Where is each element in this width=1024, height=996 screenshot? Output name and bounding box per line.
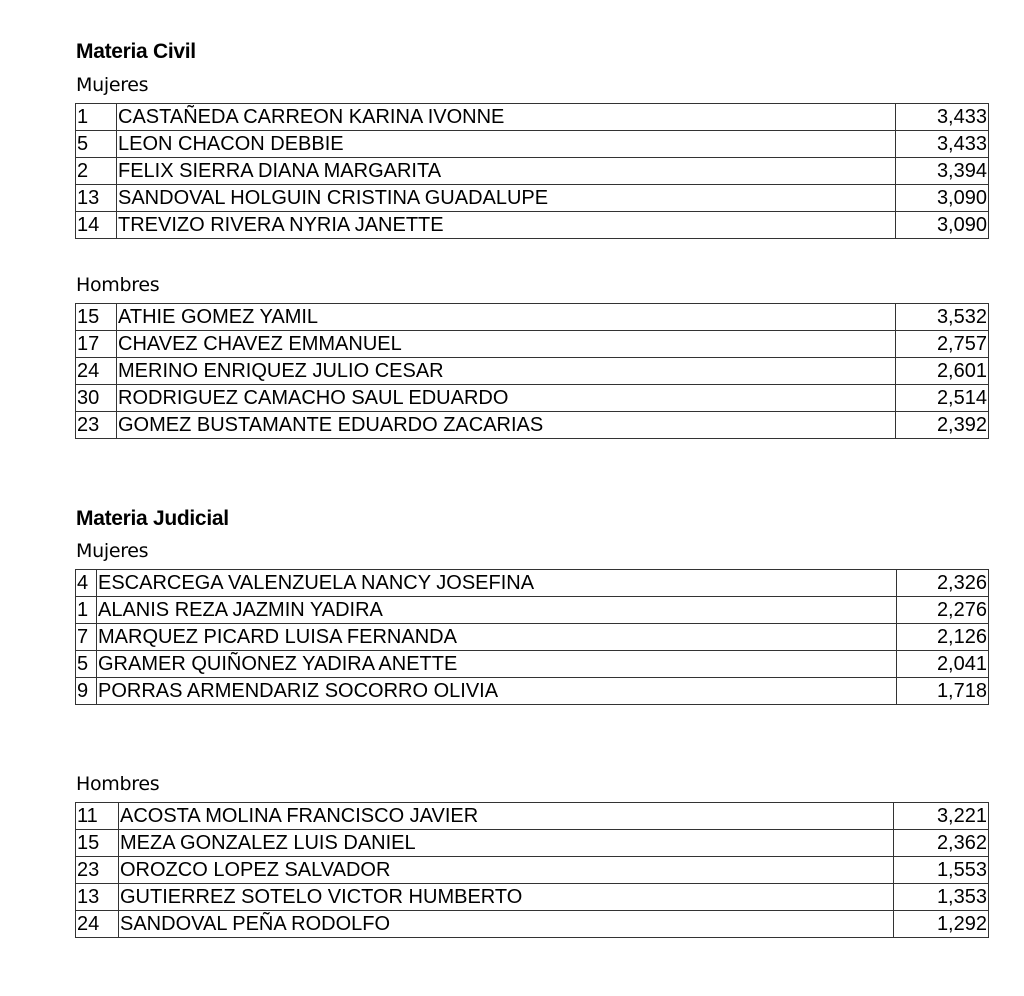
table-judicial-hombres bbox=[75, 802, 989, 938]
table-civil-mujeres bbox=[75, 103, 989, 239]
name-cell: TREVIZO RIVERA NYRIA JANETTE bbox=[117, 212, 896, 239]
group-label-judicial-mujeres: Mujeres bbox=[76, 540, 149, 562]
rank-cell: 1 bbox=[76, 104, 117, 131]
table-judicial-mujeres bbox=[75, 569, 989, 705]
rank-cell: 5 bbox=[76, 651, 97, 678]
rank-cell: 15 bbox=[76, 304, 117, 331]
rank-cell: 4 bbox=[76, 570, 97, 597]
name-cell: OROZCO LOPEZ SALVADOR bbox=[119, 857, 894, 884]
group-label-civil-mujeres: Mujeres bbox=[76, 74, 149, 96]
table-row bbox=[76, 597, 989, 624]
value-cell: 1,292 bbox=[894, 911, 989, 938]
table-row bbox=[76, 412, 989, 439]
name-cell: CHAVEZ CHAVEZ EMMANUEL bbox=[117, 331, 896, 358]
name-cell: CASTAÑEDA CARREON KARINA IVONNE bbox=[117, 104, 896, 131]
table-civil-hombres bbox=[75, 303, 989, 439]
name-cell: GUTIERREZ SOTELO VICTOR HUMBERTO bbox=[119, 884, 894, 911]
value-cell: 1,718 bbox=[897, 678, 989, 705]
name-cell: MERINO ENRIQUEZ JULIO CESAR bbox=[117, 358, 896, 385]
value-cell: 3,433 bbox=[896, 104, 989, 131]
rank-cell: 14 bbox=[76, 212, 117, 239]
name-cell: SANDOVAL HOLGUIN CRISTINA GUADALUPE bbox=[117, 185, 896, 212]
name-cell: GRAMER QUIÑONEZ YADIRA ANETTE bbox=[97, 651, 897, 678]
table-row bbox=[76, 385, 989, 412]
name-cell: ACOSTA MOLINA FRANCISCO JAVIER bbox=[119, 803, 894, 830]
rank-cell: 13 bbox=[76, 185, 117, 212]
group-label-civil-hombres: Hombres bbox=[76, 274, 160, 296]
value-cell: 2,601 bbox=[896, 358, 989, 385]
value-cell: 2,041 bbox=[897, 651, 989, 678]
section-title-judicial: Materia Judicial bbox=[76, 507, 229, 530]
value-cell: 1,553 bbox=[894, 857, 989, 884]
rank-cell: 5 bbox=[76, 131, 117, 158]
table-row bbox=[76, 212, 989, 239]
value-cell: 2,514 bbox=[896, 385, 989, 412]
table-row bbox=[76, 358, 989, 385]
value-cell: 3,532 bbox=[896, 304, 989, 331]
name-cell: MARQUEZ PICARD LUISA FERNANDA bbox=[97, 624, 897, 651]
value-cell: 2,326 bbox=[897, 570, 989, 597]
rank-cell: 7 bbox=[76, 624, 97, 651]
table-row bbox=[76, 830, 989, 857]
value-cell: 3,394 bbox=[896, 158, 989, 185]
name-cell: RODRIGUEZ CAMACHO SAUL EDUARDO bbox=[117, 385, 896, 412]
name-cell: LEON CHACON DEBBIE bbox=[117, 131, 896, 158]
table-row bbox=[76, 911, 989, 938]
rank-cell: 30 bbox=[76, 385, 117, 412]
value-cell: 2,362 bbox=[894, 830, 989, 857]
table-row bbox=[76, 104, 989, 131]
value-cell: 2,757 bbox=[896, 331, 989, 358]
table-row bbox=[76, 803, 989, 830]
table-row bbox=[76, 857, 989, 884]
table-row bbox=[76, 331, 989, 358]
rank-cell: 23 bbox=[76, 412, 117, 439]
rank-cell: 11 bbox=[76, 803, 119, 830]
value-cell: 3,433 bbox=[896, 131, 989, 158]
rank-cell: 17 bbox=[76, 331, 117, 358]
section-title-civil: Materia Civil bbox=[76, 40, 196, 63]
rank-cell: 1 bbox=[76, 597, 97, 624]
name-cell: FELIX SIERRA DIANA MARGARITA bbox=[117, 158, 896, 185]
rank-cell: 23 bbox=[76, 857, 119, 884]
value-cell: 2,126 bbox=[897, 624, 989, 651]
name-cell: PORRAS ARMENDARIZ SOCORRO OLIVIA bbox=[97, 678, 897, 705]
name-cell: ATHIE GOMEZ YAMIL bbox=[117, 304, 896, 331]
rank-cell: 13 bbox=[76, 884, 119, 911]
rank-cell: 9 bbox=[76, 678, 97, 705]
value-cell: 1,353 bbox=[894, 884, 989, 911]
table-row bbox=[76, 570, 989, 597]
rank-cell: 24 bbox=[76, 358, 117, 385]
table-row bbox=[76, 884, 989, 911]
name-cell: MEZA GONZALEZ LUIS DANIEL bbox=[119, 830, 894, 857]
rank-cell: 24 bbox=[76, 911, 119, 938]
table-row bbox=[76, 624, 989, 651]
name-cell: GOMEZ BUSTAMANTE EDUARDO ZACARIAS bbox=[117, 412, 896, 439]
table-row bbox=[76, 651, 989, 678]
value-cell: 3,090 bbox=[896, 185, 989, 212]
value-cell: 2,276 bbox=[897, 597, 989, 624]
name-cell: ESCARCEGA VALENZUELA NANCY JOSEFINA bbox=[97, 570, 897, 597]
name-cell: ALANIS REZA JAZMIN YADIRA bbox=[97, 597, 897, 624]
table-row bbox=[76, 185, 989, 212]
table-row bbox=[76, 158, 989, 185]
value-cell: 2,392 bbox=[896, 412, 989, 439]
rank-cell: 15 bbox=[76, 830, 119, 857]
rank-cell: 2 bbox=[76, 158, 117, 185]
table-row bbox=[76, 304, 989, 331]
name-cell: SANDOVAL PEÑA RODOLFO bbox=[119, 911, 894, 938]
value-cell: 3,090 bbox=[896, 212, 989, 239]
group-label-judicial-hombres: Hombres bbox=[76, 773, 160, 795]
value-cell: 3,221 bbox=[894, 803, 989, 830]
table-row bbox=[76, 678, 989, 705]
table-row bbox=[76, 131, 989, 158]
